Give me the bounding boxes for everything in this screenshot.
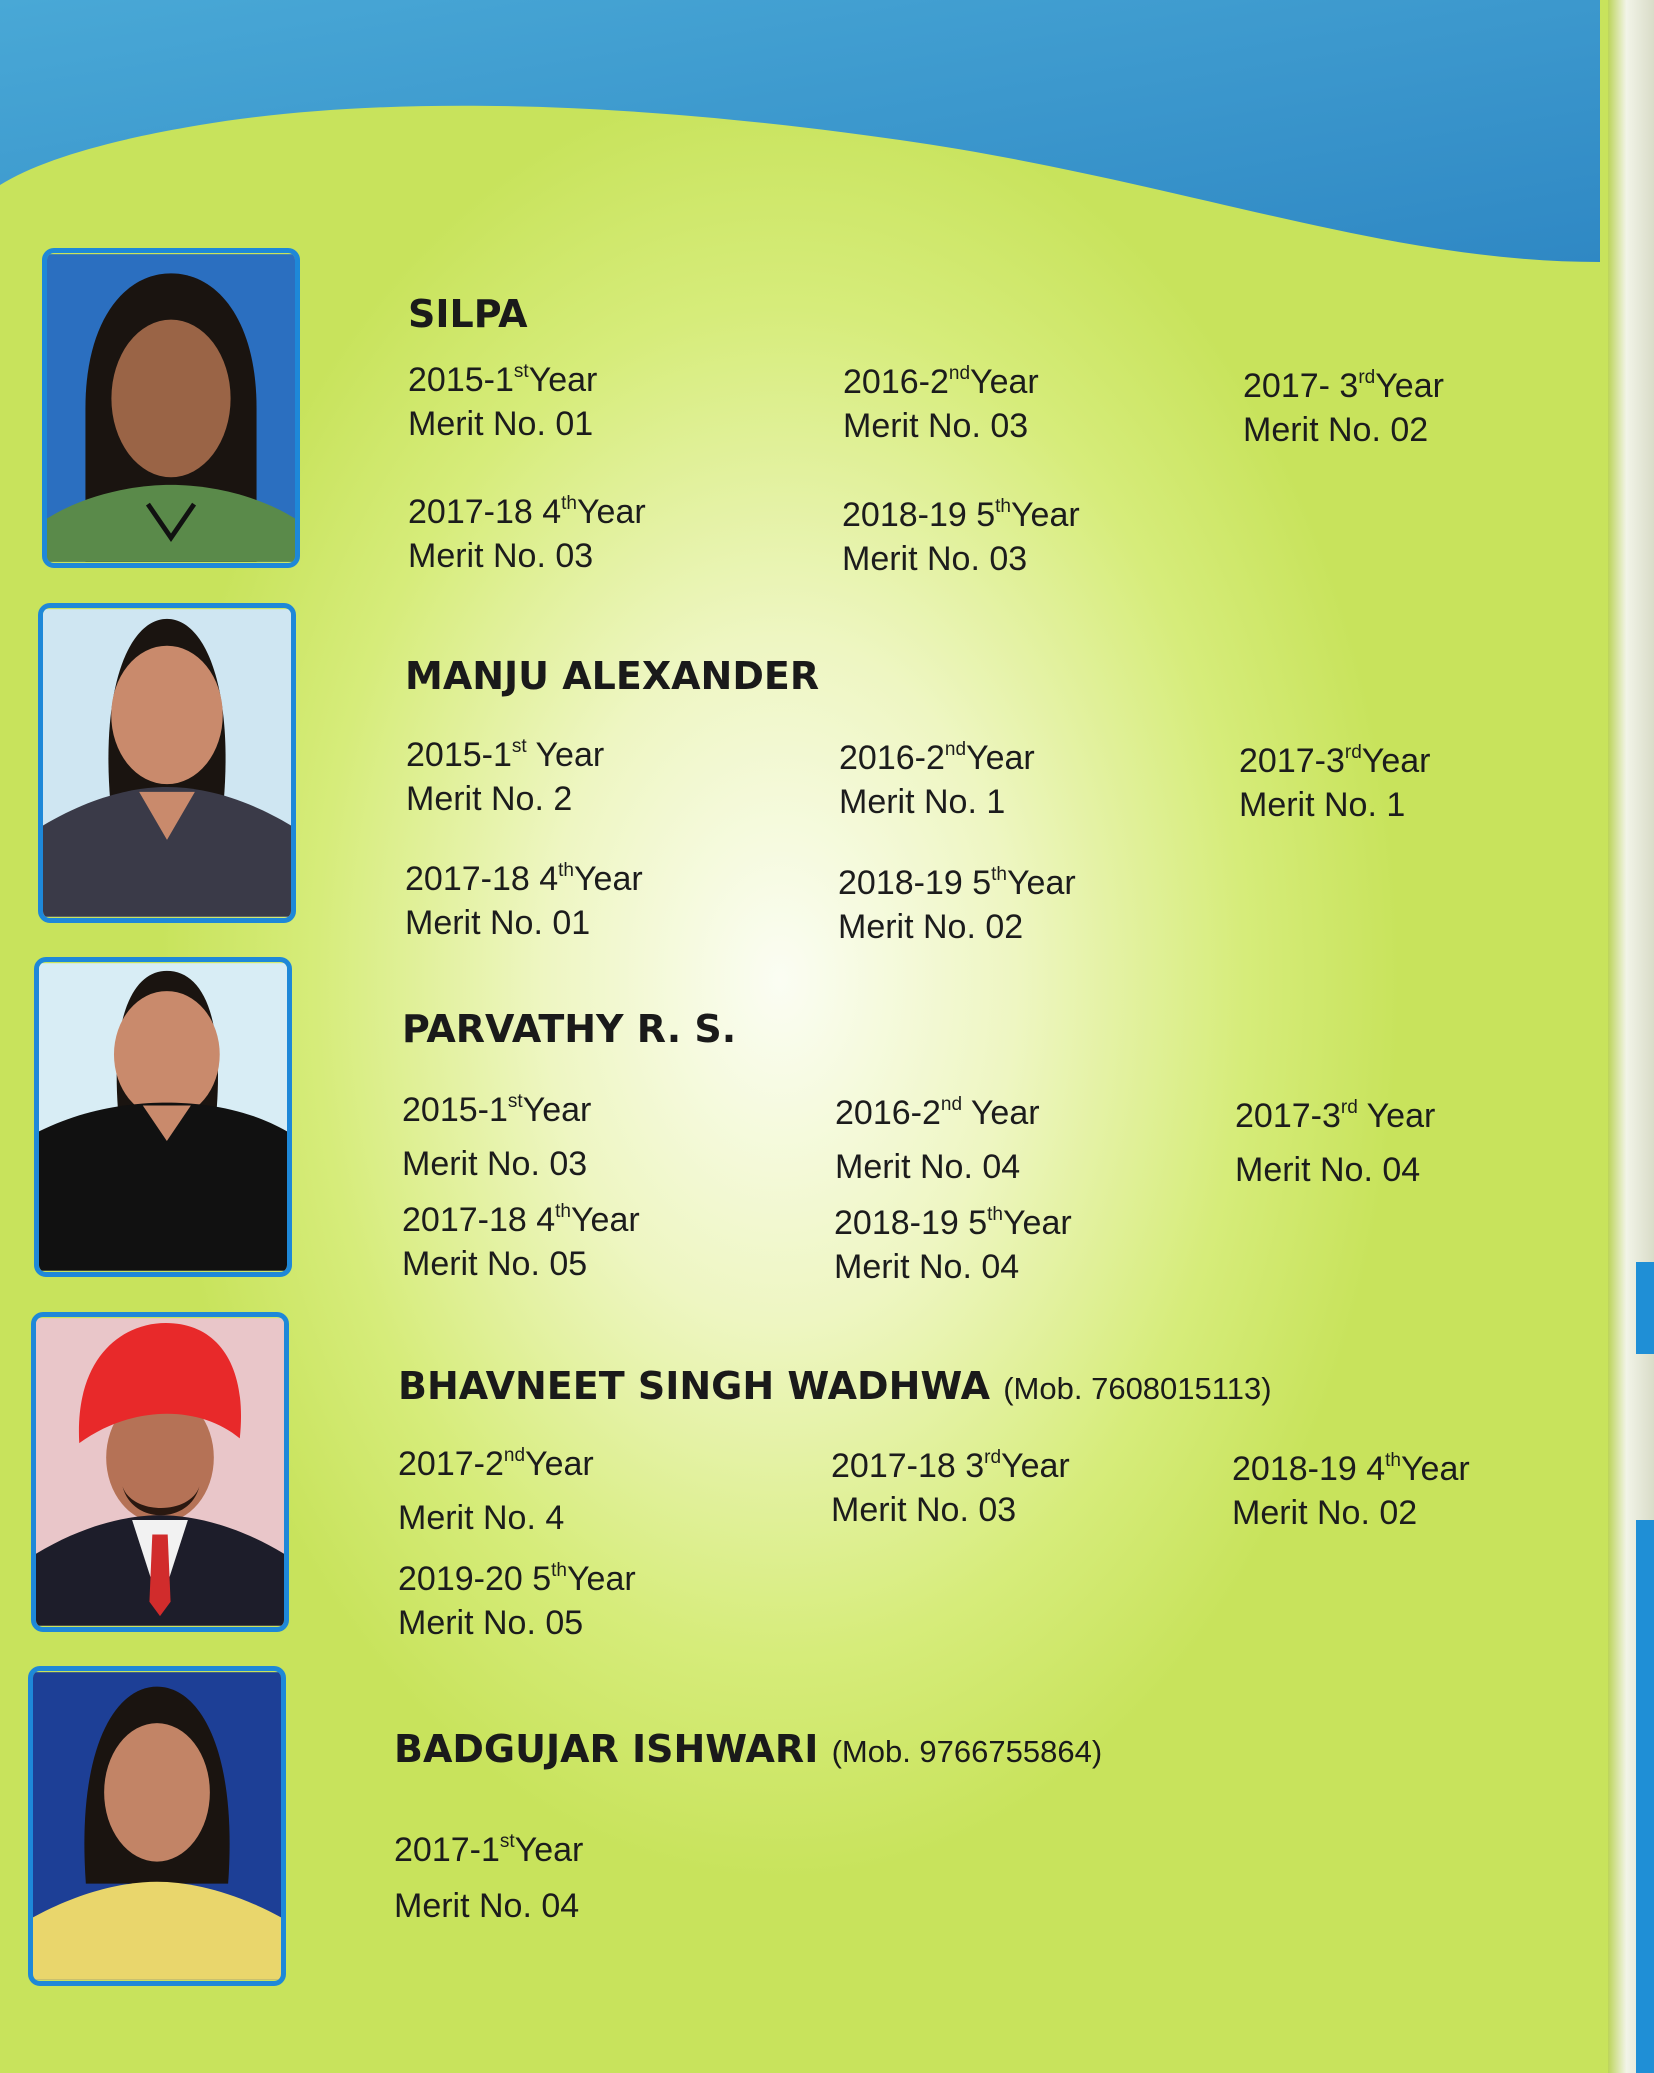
- merit-number: Merit No. 02: [1243, 411, 1429, 449]
- merit-entry: 2015-1st Year Merit No. 2: [406, 733, 604, 821]
- merit-number: Merit No. 05: [398, 1604, 584, 1642]
- portrait-image: [47, 253, 295, 563]
- mobile-number: (Mob. 7608015113): [1003, 1371, 1272, 1406]
- merit-entry: 2018-19 5thYear Merit No. 04: [834, 1201, 1072, 1289]
- merit-entry: 2018-19 5thYear Merit No. 03: [842, 493, 1080, 581]
- student-name: PARVATHY R. S.: [402, 1007, 737, 1051]
- merit-entry: 2017-18 4thYear Merit No. 01: [405, 857, 643, 945]
- student-name: BADGUJAR ISHWARI (Mob. 9766755864): [394, 1727, 1103, 1771]
- student-name: BHAVNEET SINGH WADHWA (Mob. 7608015113): [398, 1364, 1272, 1408]
- merit-number: Merit No. 03: [831, 1491, 1017, 1529]
- merit-entry: 2017-3rdYear Merit No. 1: [1239, 739, 1430, 827]
- merit-entry: 2017-2ndYear Merit No. 4: [398, 1437, 594, 1545]
- merit-number: Merit No. 01: [408, 405, 594, 443]
- merit-number: Merit No. 4: [398, 1499, 565, 1537]
- merit-entry: 2017- 3rdYear Merit No. 02: [1243, 364, 1444, 452]
- merit-entry: 2017-18 3rdYear Merit No. 03: [831, 1444, 1070, 1532]
- edge-tab: [1636, 1262, 1654, 1354]
- merit-number: Merit No. 03: [843, 407, 1029, 445]
- merit-entry: 2015-1stYear Merit No. 03: [402, 1083, 591, 1191]
- merit-number: Merit No. 02: [1232, 1494, 1418, 1532]
- student-photo: [42, 248, 300, 568]
- portrait-image: [39, 962, 287, 1272]
- student-photo: [34, 957, 292, 1277]
- portrait-image: [33, 1671, 281, 1981]
- student-photo: [38, 603, 296, 923]
- merit-number: Merit No. 03: [402, 1145, 588, 1183]
- merit-number: Merit No. 01: [405, 904, 591, 942]
- portrait-image: [43, 608, 291, 918]
- merit-number: Merit No. 02: [838, 908, 1024, 946]
- merit-number: Merit No. 04: [394, 1887, 580, 1925]
- merit-number: Merit No. 04: [1235, 1151, 1421, 1189]
- student-name: MANJU ALEXANDER: [405, 654, 820, 698]
- merit-entry: 2016-2nd Year Merit No. 04: [835, 1086, 1040, 1194]
- merit-entry: 2017-1stYear Merit No. 04: [394, 1822, 583, 1934]
- merit-number: Merit No. 1: [839, 783, 1006, 821]
- student-name: SILPA: [408, 292, 528, 336]
- merit-number: Merit No. 2: [406, 780, 573, 818]
- merit-entry: 2019-20 5thYear Merit No. 05: [398, 1557, 636, 1645]
- merit-entry: 2018-19 5thYear Merit No. 02: [838, 861, 1076, 949]
- merit-number: Merit No. 1: [1239, 786, 1406, 824]
- merit-number: Merit No. 05: [402, 1245, 588, 1283]
- merit-entry: 2015-1stYear Merit No. 01: [408, 358, 597, 446]
- merit-entry: 2017-3rd Year Merit No. 04: [1235, 1089, 1435, 1197]
- edge-tab: [1636, 1520, 1654, 2073]
- merit-entry: 2017-18 4thYear Merit No. 03: [408, 490, 646, 578]
- merit-number: Merit No. 03: [842, 540, 1028, 578]
- merit-number: Merit No. 04: [834, 1248, 1020, 1286]
- merit-entry: 2016-2ndYear Merit No. 03: [843, 360, 1039, 448]
- merit-entry: 2016-2ndYear Merit No. 1: [839, 736, 1035, 824]
- merit-number: Merit No. 04: [835, 1148, 1021, 1186]
- mobile-number: (Mob. 9766755864): [831, 1734, 1103, 1769]
- student-photo: [31, 1312, 289, 1632]
- student-photo: [28, 1666, 286, 1986]
- merit-entry: 2017-18 4thYear Merit No. 05: [402, 1198, 640, 1286]
- merit-entry: 2018-19 4thYear Merit No. 02: [1232, 1447, 1470, 1535]
- portrait-image: [36, 1317, 284, 1627]
- merit-number: Merit No. 03: [408, 537, 594, 575]
